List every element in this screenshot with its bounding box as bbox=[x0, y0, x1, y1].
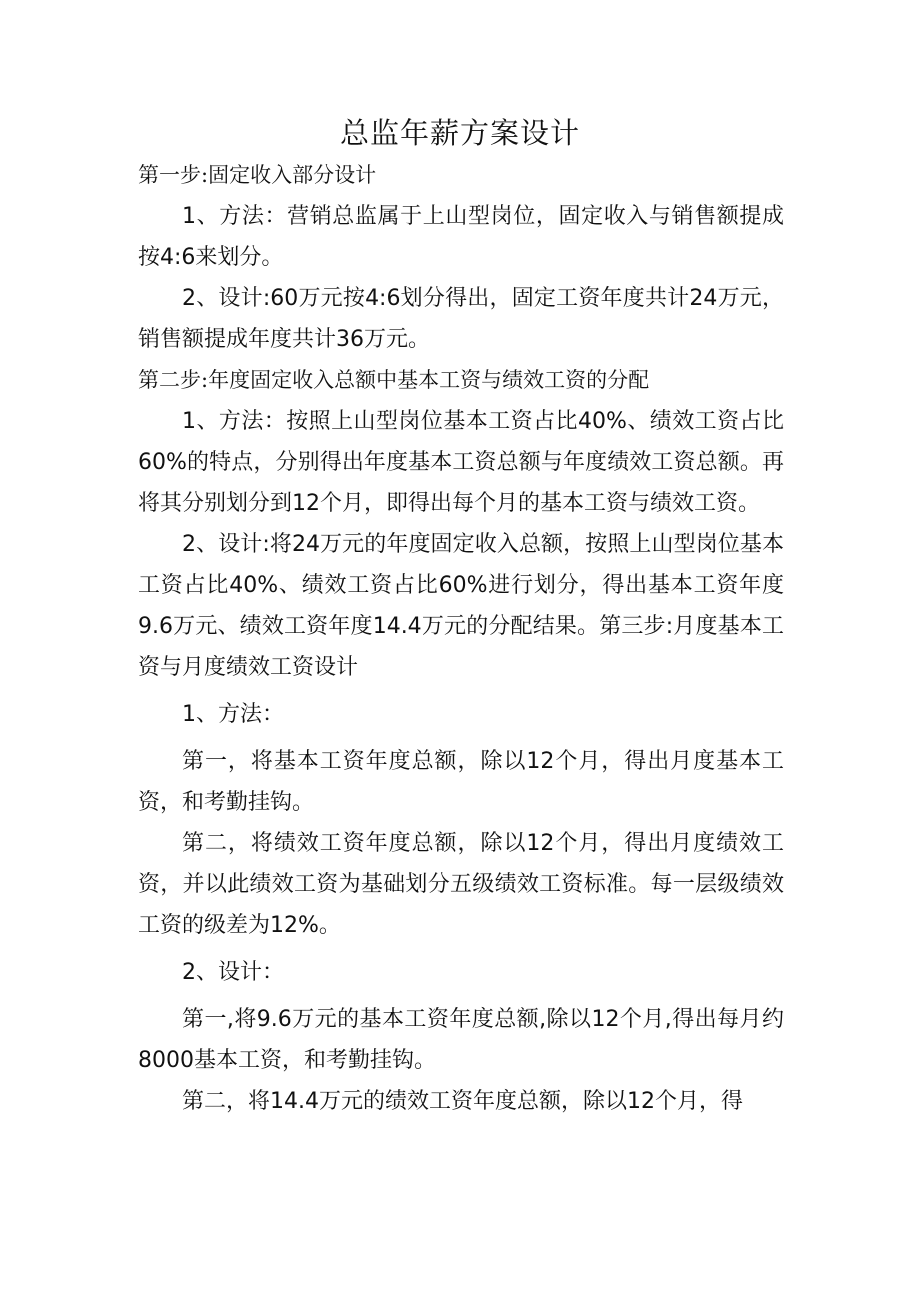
step2-method-paragraph: 1、方法：按照上山型岗位基本工资占比40%、绩效工资占比60%的特点，分别得出年度基本工资总额与年度绩效工资总额。再将其分别划分到12个月，即得出每个月的基本工资与绩效工资。 bbox=[138, 409, 784, 516]
step3-design-second: 第二，将14.4万元的绩效工资年度总额，除以12个月，得 bbox=[182, 1089, 743, 1114]
step3-method-first: 第一，将基本工资年度总额，除以12个月，得出月度基本工资，和考勤挂钩。 bbox=[138, 749, 784, 815]
step3-design-first: 第一,将9.6万元的基本工资年度总额,除以12个月,得出每月约8000基本工资，和考勤挂钩。 bbox=[138, 1007, 784, 1073]
step1-method-paragraph: 1、方法：营销总监属于上山型岗位，固定收入与销售额提成按4:6来划分。 bbox=[138, 204, 784, 270]
step2-design-paragraph: 2、设计:将24万元的年度固定收入总额，按照上山型岗位基本工资占比40%、绩效工资占比60%进行划分，得出基本工资年度9.6万元、绩效工资年度14.4万元的分配结果。第三步:月度基本工资与月度绩效工资设计 bbox=[138, 532, 784, 680]
step2-heading: 第二步:年度固定收入总额中基本工资与绩效工资的分配 bbox=[138, 368, 650, 392]
step3-design-label: 2、设计： bbox=[182, 960, 284, 985]
step1-heading: 第一步:固定收入部分设计 bbox=[138, 163, 377, 187]
step1-design-paragraph: 2、设计:60万元按4:6划分得出，固定工资年度共计24万元，销售额提成年度共计36万元。 bbox=[138, 286, 784, 352]
document-title: 总监年薪方案设计 bbox=[339, 116, 580, 150]
step3-method-label: 1、方法： bbox=[182, 702, 284, 727]
document-body bbox=[138, 155, 784, 1122]
step3-method-second: 第二，将绩效工资年度总额，除以12个月，得出月度绩效工资，并以此绩效工资为基础划分五级绩效工资标准。每一层级绩效工资的级差为12%。 bbox=[138, 831, 784, 938]
